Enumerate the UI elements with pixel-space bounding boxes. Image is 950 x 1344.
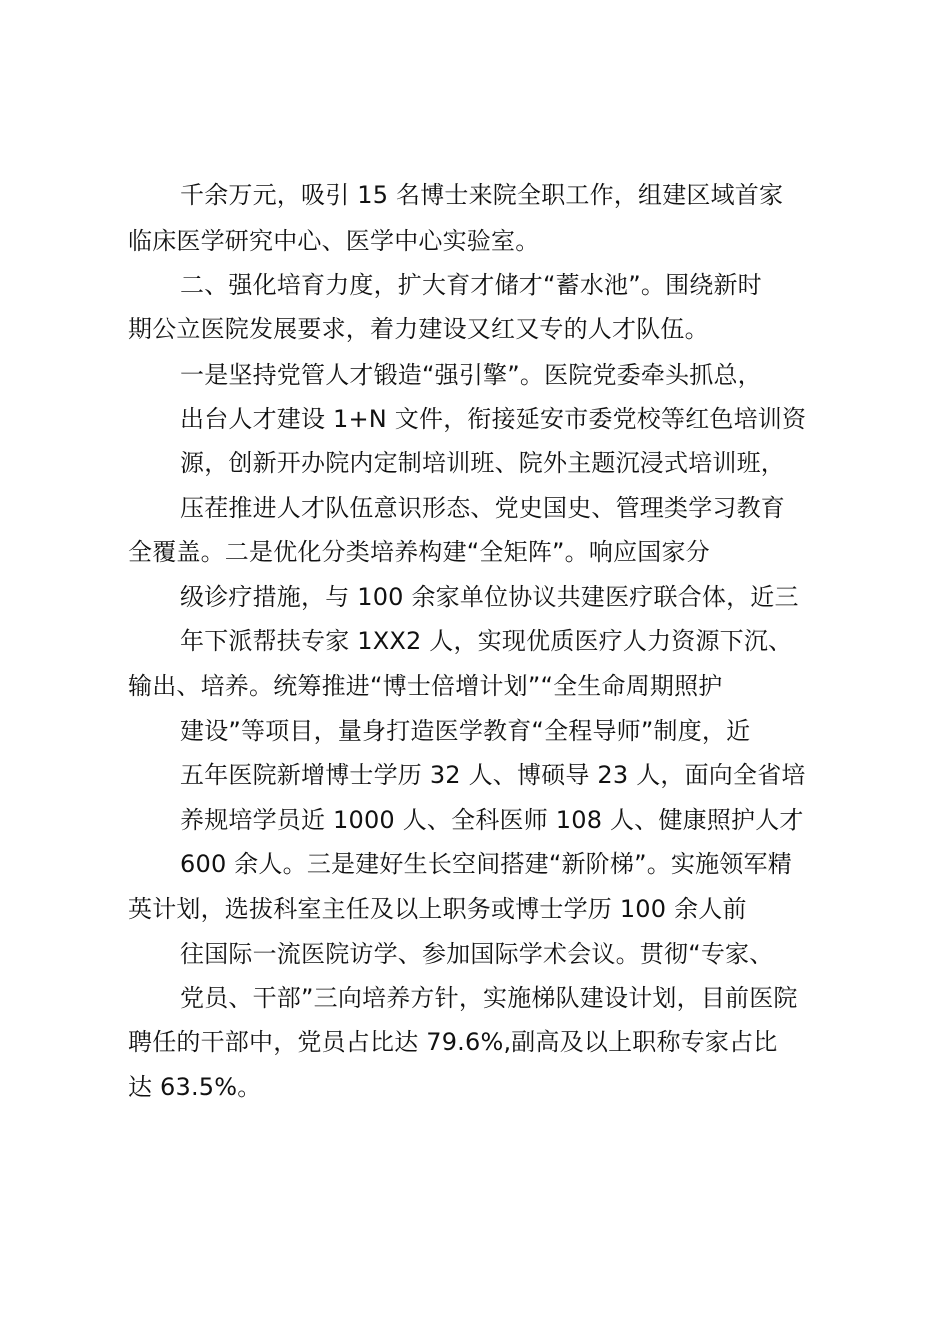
text-line: 源，创新开办院内定制培训班、院外主题沉浸式培训班，: [180, 449, 785, 477]
text-line: 期公立医院发展要求，着力建设又红又专的人才队伍。: [128, 315, 709, 343]
text-line: 往国际一流医院访学、参加国际学术会议。贯彻“专家、: [180, 940, 774, 968]
text-line: 压茬推进人才队伍意识形态、党史国史、管理类学习教育: [180, 494, 785, 522]
text-line: 聘任的干部中，党员占比达 79.6%,副高及以上职称专家占比: [128, 1028, 778, 1056]
text-line: 二、强化培育力度，扩大育才储才“蓄水池”。围绕新时: [180, 271, 762, 299]
text-line: 年下派帮扶专家 1XX2 人，实现优质医疗人力资源下沉、: [180, 627, 793, 655]
text-line: 英计划，选拔科室主任及以上职务或博士学历 100 余人前: [128, 895, 747, 923]
text-line: 达 63.5%。: [128, 1073, 262, 1101]
text-line: 五年医院新增博士学历 32 人、博硕导 23 人，面向全省培: [180, 761, 806, 789]
text-line: 出台人才建设 1+N 文件，衔接延安市委党校等红色培训资: [180, 405, 807, 433]
text-line: 建设”等项目，量身打造医学教育“全程导师”制度，近: [180, 717, 751, 745]
text-line: 临床医学研究中心、医学中心实验室。: [128, 227, 540, 255]
text-line: 一是坚持党管人才锻造“强引擎”。医院党委牵头抓总，: [180, 361, 762, 389]
text-line: 千余万元，吸引 15 名博士来院全职工作，组建区域首家: [180, 181, 784, 209]
text-line: 全覆盖。二是优化分类培养构建“全矩阵”。响应国家分: [128, 538, 710, 566]
text-line: 600 余人。三是建好生长空间搭建“新阶梯”。实施领军精: [180, 850, 792, 878]
text-line: 养规培学员近 1000 人、全科医师 108 人、健康照护人才: [180, 806, 804, 834]
text-line: 级诊疗措施，与 100 余家单位协议共建医疗联合体，近三: [180, 583, 799, 611]
text-line: 输出、培养。统筹推进“博士倍增计划”“全生命周期照护: [128, 672, 723, 700]
text-line: 党员、干部”三向培养方针，实施梯队建设计划，目前医院: [180, 984, 798, 1012]
